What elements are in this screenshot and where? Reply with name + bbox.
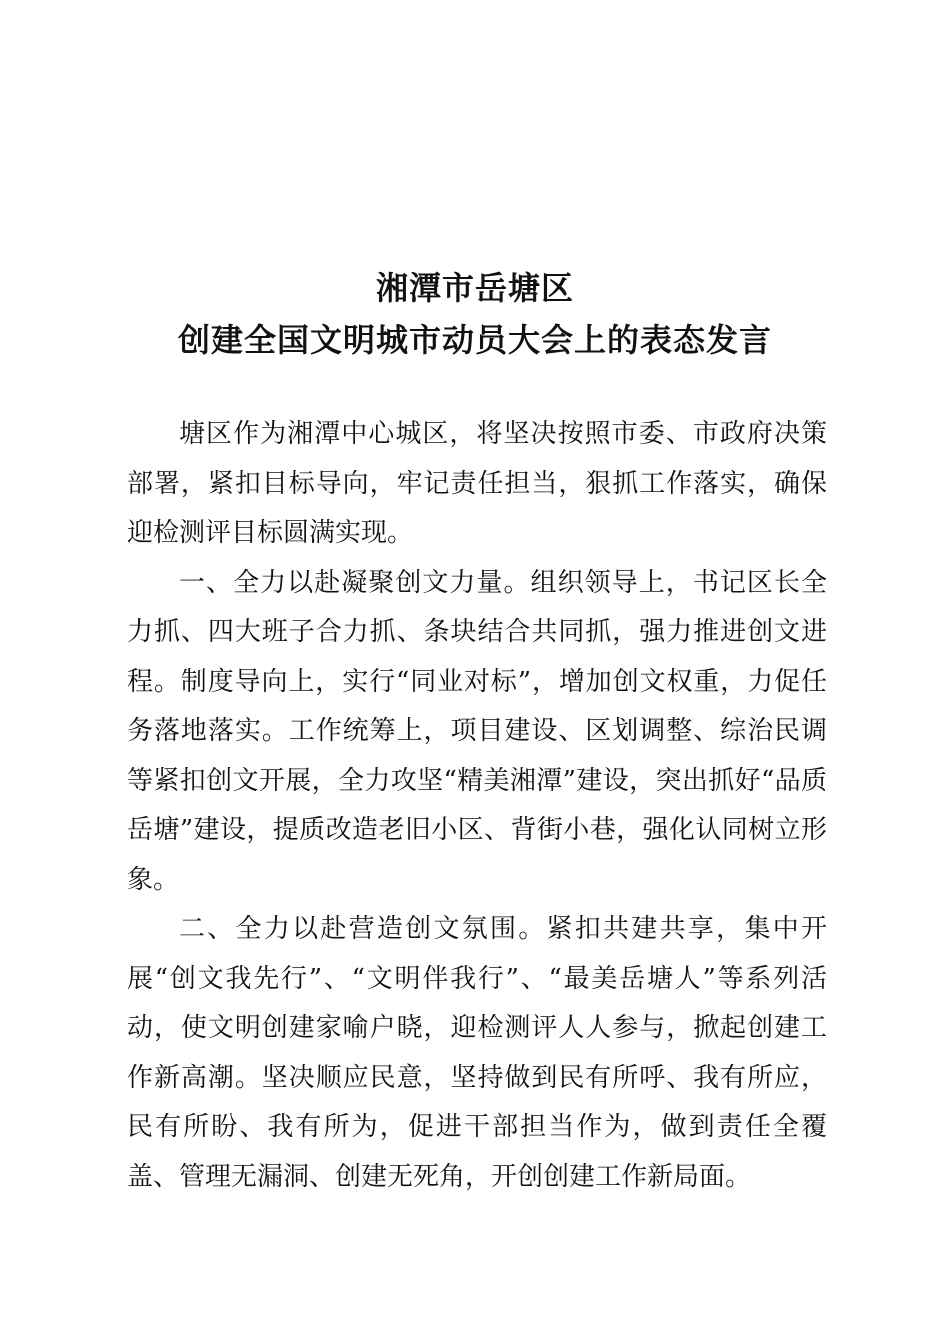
paragraph-section-two: 二、全力以赴营造创文氛围。紧扣共建共享，集中开展“创文我先行”、“文明伴我行”、“最美岳塘人”等系列活动，使文明创建家喻户晓，迎检测评人人参与，掀起创建工作新高潮。坚决顺应民意，坚持做到民有所呼、我有所应，民有所盼、我有所为，促进干部担当作为，做到责任全覆盖、管理无漏洞、创建无死角，开创创建工作新局面。: [127, 914, 827, 1192]
document-title: [0, 262, 950, 366]
paragraph-section-one: 一、全力以赴凝聚创文力量。组织领导上，书记区长全力抓、四大班子合力抓、条块结合共同抓，强力推进创文进程。制度导向上，实行“同业对标”，增加创文权重，力促任务落地落实。工作统筹上，项目建设、区划调整、综治民调等紧扣创文开展，全力攻坚“精美湘潭”建设，突出抓好“品质岳塘”建设，提质改造老旧小区、背街小巷，强化认同树立形象。: [127, 567, 827, 895]
paragraph-intro: 塘区作为湘潭中心城区，将坚决按照市委、市政府决策部署，紧扣目标导向，牢记责任担当，狠抓工作落实，确保迎检测评目标圆满实现。: [127, 419, 827, 548]
title-line-1: 湘潭市岳塘区: [375, 269, 574, 307]
title-line-2: 创建全国文明城市动员大会上的表态发言: [177, 321, 772, 359]
document-body: [127, 410, 827, 1202]
